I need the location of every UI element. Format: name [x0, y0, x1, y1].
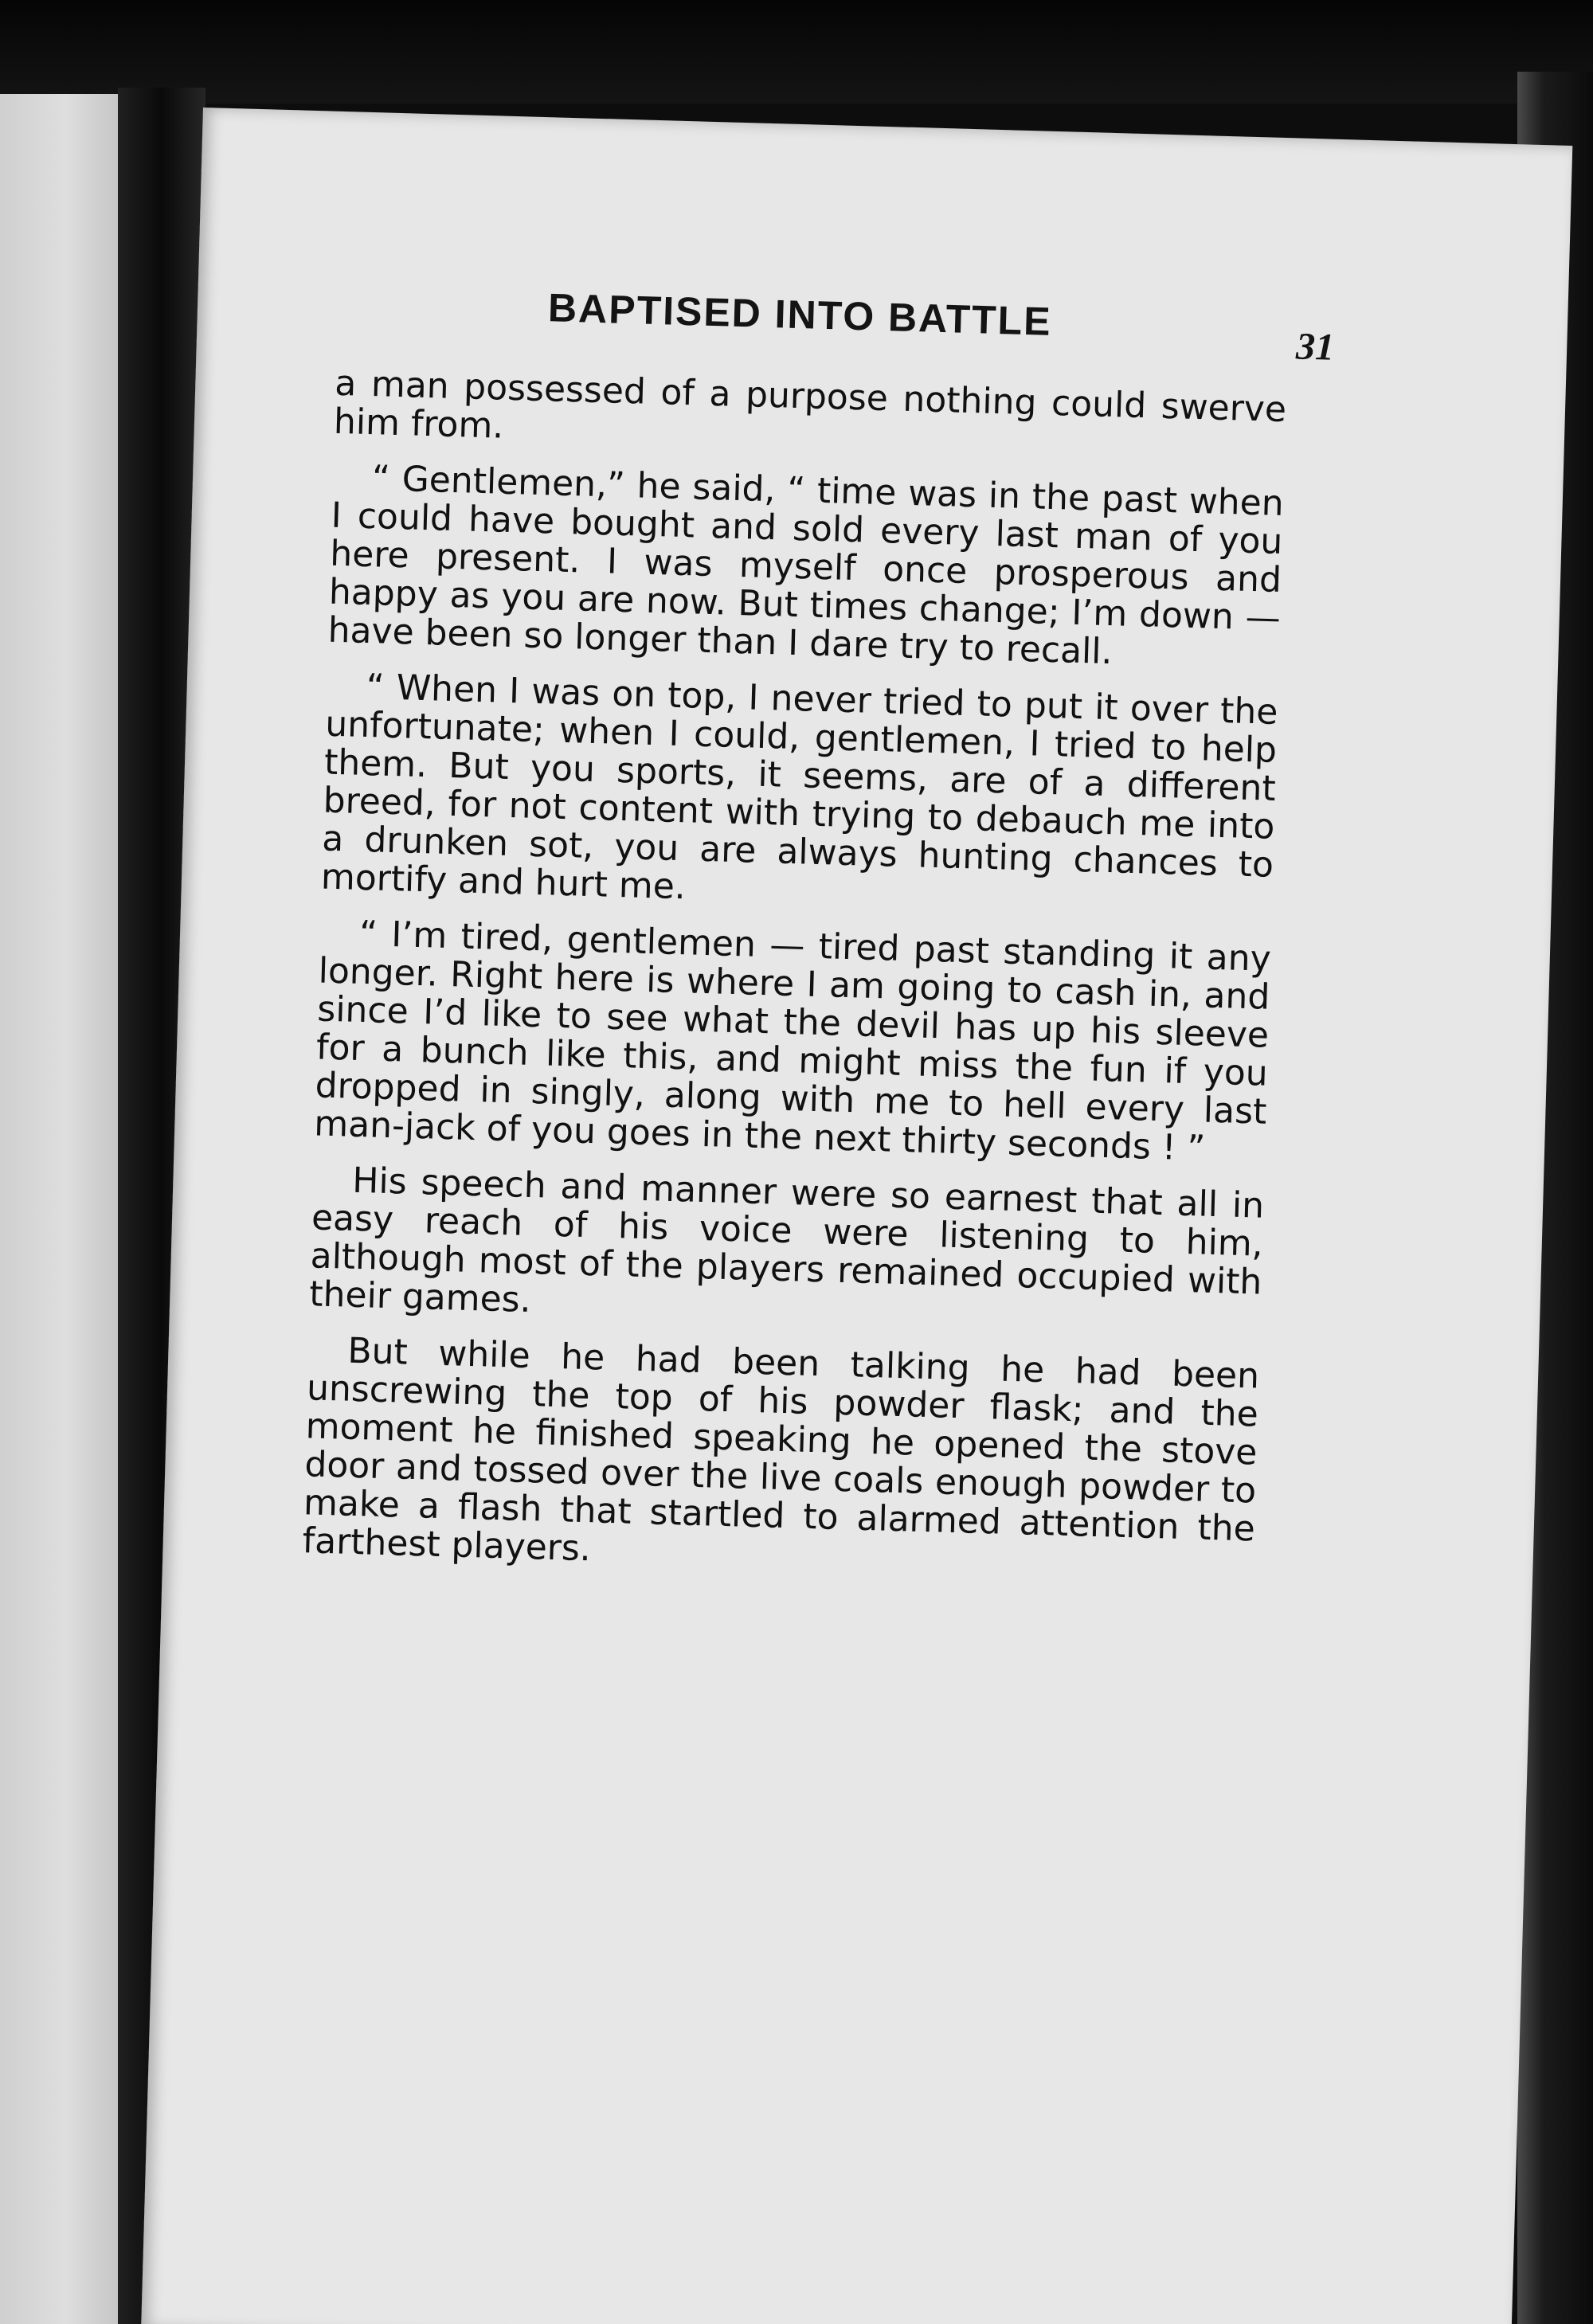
- paragraph: a man possessed of a purpose nothing could swerve him from.: [333, 362, 1287, 447]
- book-page: [141, 108, 1572, 2324]
- page-number: 31: [1295, 325, 1335, 369]
- facing-page-edge: [0, 94, 118, 2324]
- body-text: [302, 362, 1287, 1605]
- paragraph: But while he had been talking he had been unscrewing the top of his powder flask; and the moment he finished speaking he opened the stove door and tossed over the live coals enough powder to make a flash that startled to alarmed attention the farthest players.: [302, 1330, 1260, 1570]
- running-head: BAPTISED INTO BATTLE: [547, 285, 1053, 344]
- paragraph: “ Gentlemen,” he said, “ time was in the past when I could have bought and sold every last man of you here present. I was myself once prosperous and happy as you are now. But times change; I’m down — have been so longer than I dare try to recall.: [327, 458, 1285, 673]
- paragraph: “ I’m tired, gentlemen — tired past standing it any longer. Right here is where I am going to cash in, and since I’d like to see what the devil has up his sleeve for a bunch like this, and might miss the fun if you dropped in singly, along with me to hell every last man-jack of you goes in the next thirty seconds ! ”: [313, 913, 1272, 1169]
- paragraph: “ When I was on top, I never tried to put it over the unfortunate; when I could, gentlemen, I tried to help them. But you sports, it seems, are of a different breed, for not content with trying to debauch me into a drunken sot, you are always hunting chances to mortify and hurt me.: [320, 667, 1279, 908]
- paragraph: His speech and manner were so earnest that all in easy reach of his voice were listening to him, although most of the players remained occupied with their games.: [308, 1160, 1265, 1321]
- page-header: [326, 278, 1480, 369]
- scan-top-border: [0, 0, 1593, 104]
